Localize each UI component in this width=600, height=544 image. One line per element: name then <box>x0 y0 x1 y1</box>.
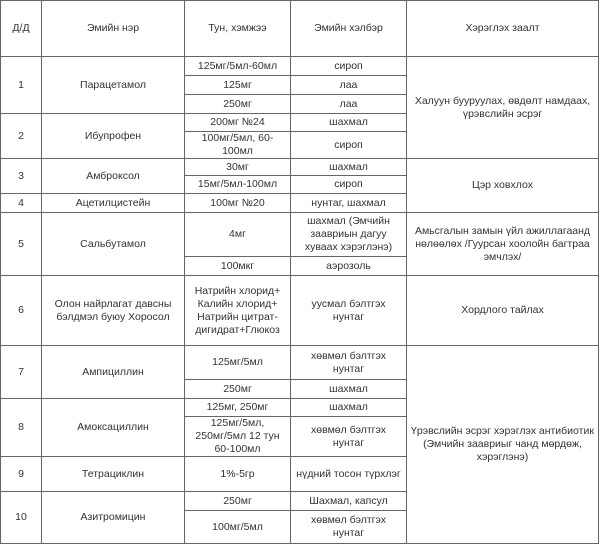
indication-cell: Халуун бууруулах, өвдөлт намдаах, үрэвслийн эсрэг <box>407 57 599 159</box>
drug-dose: 250мг <box>185 95 291 114</box>
drug-form: сироп <box>291 176 407 194</box>
header-number: Д/Д <box>1 1 42 57</box>
drug-form: сироп <box>291 57 407 76</box>
drug-number: 5 <box>1 213 42 276</box>
drug-form: хөвмөл бэлтгэх нунтаг <box>291 417 407 457</box>
drug-dose: 1%-5гр <box>185 457 291 492</box>
drug-number: 8 <box>1 399 42 457</box>
indication-cell: Цэр ховхлох <box>407 159 599 213</box>
drug-dose: 200мг №24 <box>185 114 291 132</box>
drug-form: хөвмөл бэлтгэх нунтаг <box>291 346 407 380</box>
drug-number: 6 <box>1 276 42 346</box>
drug-form: лаа <box>291 76 407 95</box>
drug-name: Олон найрлагат давсны бэлдмэл буюу Хоросол <box>42 276 185 346</box>
table-row <box>1 159 599 176</box>
indication-cell: Амьсгалын замын үйл ажиллагаанд нөлөөлөх /Гуурсан хоолойн багтраа эмчлэх/ <box>407 213 599 276</box>
drug-form: шахмал (Эмчийн заавриын дагуу хуваах хэрэглэнэ) <box>291 213 407 257</box>
drug-form: сироп <box>291 132 407 159</box>
drug-dose: 15мг/5мл-100мл <box>185 176 291 194</box>
drug-form: аэрозоль <box>291 257 407 276</box>
drug-name: Сальбутамол <box>42 213 185 276</box>
header-dose: Тун, хэмжээ <box>185 1 291 57</box>
drug-dose: 125мг <box>185 76 291 95</box>
drug-name: Ибупрофен <box>42 114 185 159</box>
drug-number: 7 <box>1 346 42 399</box>
table-row <box>1 57 599 76</box>
drug-number: 3 <box>1 159 42 194</box>
drug-dose: Натрийн хлорид+ Калийн хлорид+ Натрийн цитрат-дигидрат+Глюкоз <box>185 276 291 346</box>
drug-name: Парацетамол <box>42 57 185 114</box>
drug-name: Азитромицин <box>42 492 185 544</box>
drug-form: хөвмөл бэлтгэх нунтаг <box>291 511 407 544</box>
drug-name: Амоксациллин <box>42 399 185 457</box>
drug-number: 4 <box>1 194 42 213</box>
indication-cell: Үрэвслийн эсрэг хэрэглэх антибиотик (Эмчийн заавриыг чанд мөрдөж, хэрэглэнэ) <box>407 346 599 544</box>
drug-dose: 100мг/5мл <box>185 511 291 544</box>
drug-number: 1 <box>1 57 42 114</box>
drug-dose: 125мг/5мл-60мл <box>185 57 291 76</box>
drug-form: уусмал бэлтгэх нунтаг <box>291 276 407 346</box>
header-row <box>1 1 599 57</box>
drug-dose: 250мг <box>185 380 291 399</box>
drug-dose: 30мг <box>185 159 291 176</box>
drug-dose: 4мг <box>185 213 291 257</box>
drug-form: нунтаг, шахмал <box>291 194 407 213</box>
indication-cell: Хордлого тайлах <box>407 276 599 346</box>
header-indication: Хэрэглэх заалт <box>407 1 599 57</box>
drug-number: 10 <box>1 492 42 544</box>
drug-form: шахмал <box>291 399 407 417</box>
drug-dose: 250мг <box>185 492 291 511</box>
drug-dose: 125мг/5мл, 250мг/5мл 12 тун 60-100мл <box>185 417 291 457</box>
drug-name: Ацетилцистейн <box>42 194 185 213</box>
drug-number: 9 <box>1 457 42 492</box>
drug-name: Ампициллин <box>42 346 185 399</box>
drug-dose: 100мг №20 <box>185 194 291 213</box>
drug-name: Тетрациклин <box>42 457 185 492</box>
drug-dose: 125мг/5мл <box>185 346 291 380</box>
drug-number: 2 <box>1 114 42 159</box>
drug-form: шахмал <box>291 159 407 176</box>
drug-form: Шахмал, капсул <box>291 492 407 511</box>
drug-dose: 100мг/5мл, 60-100мл <box>185 132 291 159</box>
header-form: Эмийн хэлбэр <box>291 1 407 57</box>
header-drug-name: Эмийн нэр <box>42 1 185 57</box>
drug-form: лаа <box>291 95 407 114</box>
drug-dose: 125мг, 250мг <box>185 399 291 417</box>
drug-form: шахмал <box>291 114 407 132</box>
drug-dose: 100мкг <box>185 257 291 276</box>
table-row <box>1 346 599 380</box>
table-row <box>1 276 599 346</box>
drug-form: шахмал <box>291 380 407 399</box>
table-row <box>1 213 599 257</box>
drug-form: нүдний тосон түрхлэг <box>291 457 407 492</box>
drug-name: Амброксол <box>42 159 185 194</box>
